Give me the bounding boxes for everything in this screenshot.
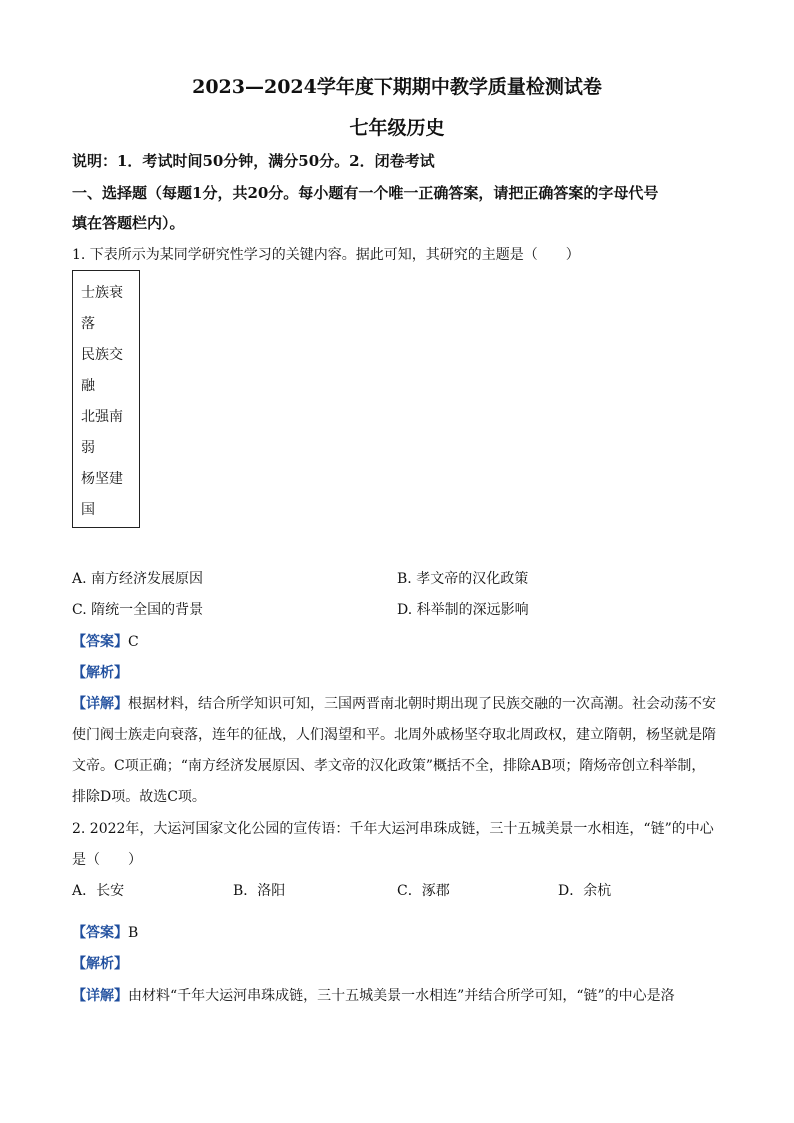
q2-option-d: D．余杭 <box>558 883 612 899</box>
exam-title: 2023—2024学年度下期期中教学质量检测试卷 <box>192 76 602 98</box>
q2-answer-tag: 【答案】 <box>72 925 128 941</box>
q1-detail-line: 根据材料，结合所学知识可知，三国两晋南北朝时期出现了民族交融的一次高潮。社会动荡不安 <box>128 696 716 712</box>
q1-detail-line1-row <box>72 693 716 713</box>
q1-option-d: D. 科举制的深远影响 <box>397 602 529 618</box>
q1-analysis-tag: 【解析】 <box>72 665 128 681</box>
q2-stem-line1: 2. 2022年，大运河国家文化公园的宣传语：千年大运河串珠成链，三十五城美景一水相连，“链”的中心 <box>72 821 714 837</box>
q1-table-line: 国 <box>81 502 95 518</box>
q1-detail-line: 文帝。C项正确；“南方经济发展原因、孝文帝的汉化政策”概括不全，排除AB项；隋炀帝创立科举制， <box>72 758 706 774</box>
q1-stem: 1. 下表所示为某同学研究性学习的关键内容。据此可知，其研究的主题是（ ） <box>72 247 580 263</box>
exam-instructions: 说明：1．考试时间50分钟，满分50分。2．闭卷考试 <box>72 152 435 170</box>
q1-answer-value: C <box>128 634 139 650</box>
q1-option-a: A. 南方经济发展原因 <box>72 571 204 587</box>
q2-option-b: B．洛阳 <box>233 883 286 899</box>
q2-option-c: C．涿郡 <box>397 883 450 899</box>
q1-option-b: B. 孝文帝的汉化政策 <box>397 571 529 587</box>
section-heading-line1: 一、选择题（每题1分，共20分。每小题有一个唯一正确答案，请把正确答案的字母代号 <box>72 184 659 202</box>
q1-table-line: 北强南 <box>81 409 123 425</box>
q1-detail-tag: 【详解】 <box>72 696 128 712</box>
q1-table-line: 杨坚建 <box>81 471 123 487</box>
q1-detail-line: 排除D项。故选C项。 <box>72 789 206 805</box>
exam-subtitle: 七年级历史 <box>349 117 445 139</box>
q1-option-c: C. 隋统一全国的背景 <box>72 602 204 618</box>
q2-answer-row <box>72 922 138 942</box>
q2-analysis-tag: 【解析】 <box>72 956 128 972</box>
q2-option-a: A．长安 <box>72 883 125 899</box>
q2-detail-line: 由材料“千年大运河串珠成链，三十五城美景一水相连”并结合所学可知，“链”的中心是洛 <box>128 988 675 1004</box>
q2-detail-tag: 【详解】 <box>72 988 128 1004</box>
q2-answer-value: B <box>128 925 139 941</box>
q1-detail-line: 使门阀士族走向衰落，连年的征战，人们渴望和平。北周外戚杨坚夺取北周政权，建立隋朝，杨坚就是隋 <box>72 727 716 743</box>
q1-table-line: 民族交 <box>81 347 123 363</box>
q1-table-line: 士族衰 <box>81 285 123 301</box>
section-heading-line2: 填在答题栏内）。 <box>72 214 185 232</box>
q1-answer-row <box>72 631 139 651</box>
q2-detail-row <box>72 985 675 1005</box>
q2-stem-line2: 是（ ） <box>72 852 142 868</box>
q1-table-line: 落 <box>81 316 95 332</box>
q1-answer-tag: 【答案】 <box>72 634 128 650</box>
q1-table-line: 弱 <box>81 440 95 456</box>
q1-table-line: 融 <box>81 378 95 394</box>
q1-table <box>72 270 140 528</box>
